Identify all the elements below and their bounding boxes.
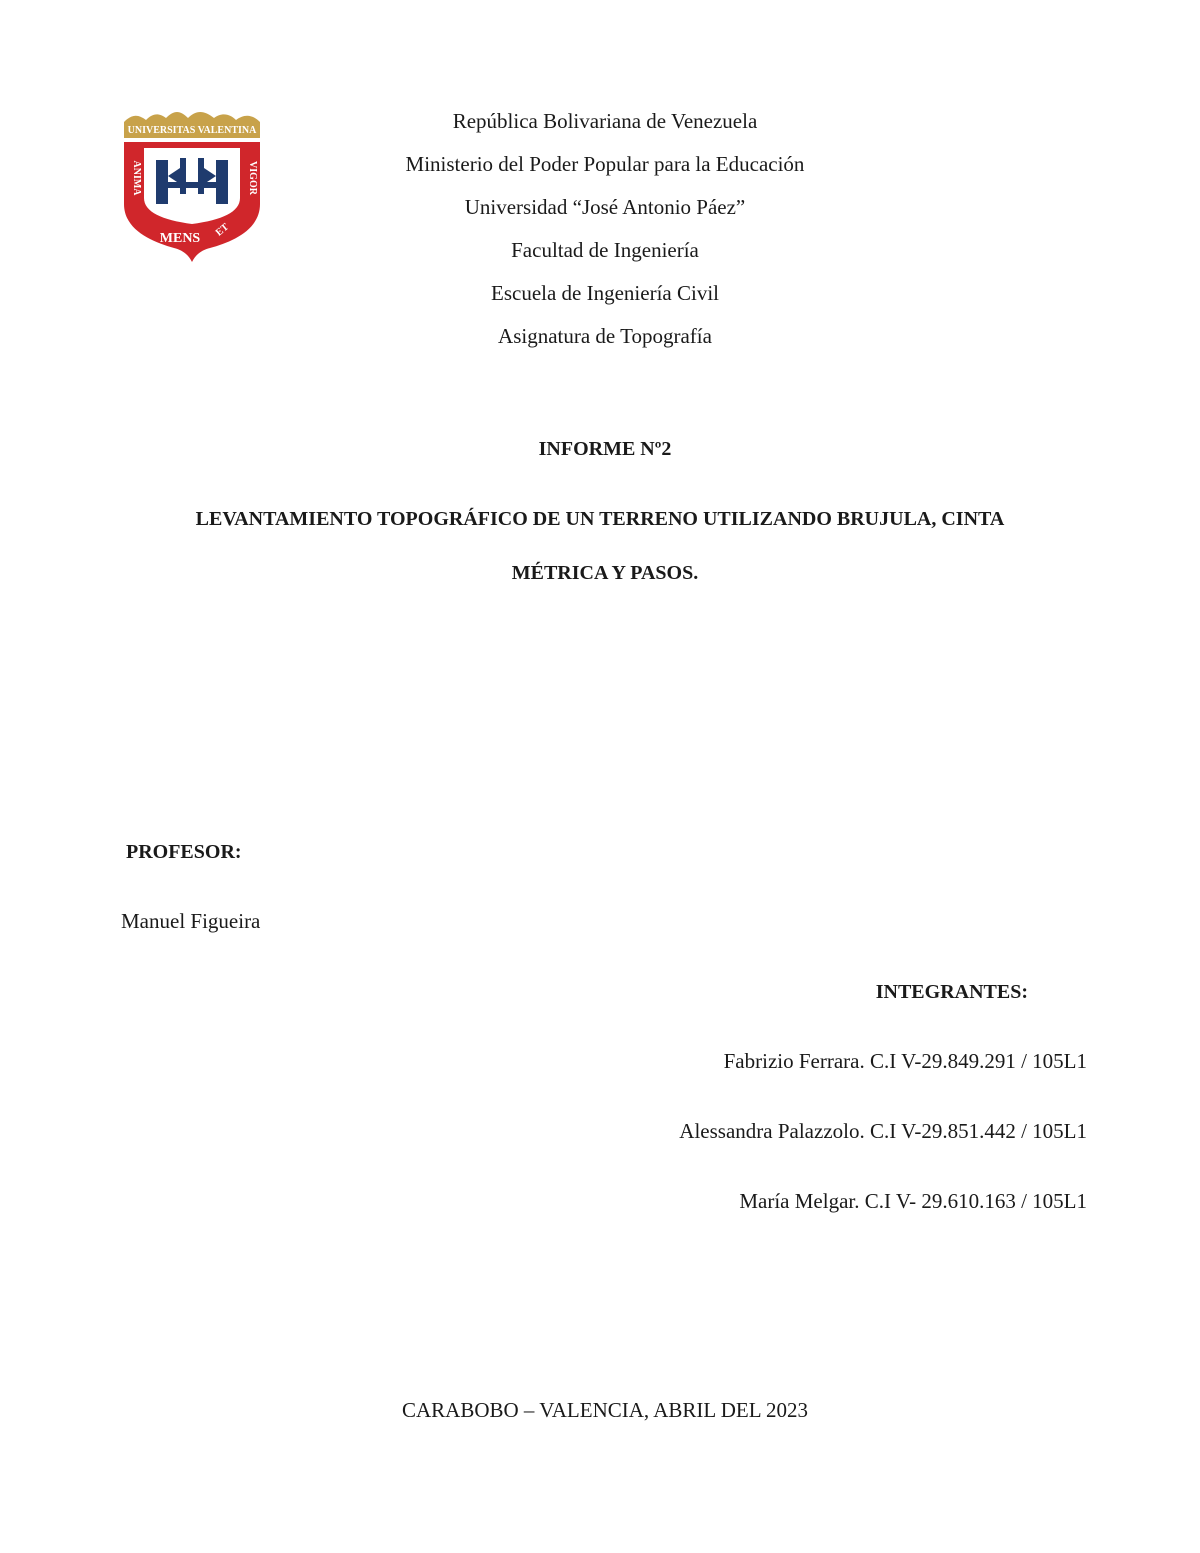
logo-emblem-bar bbox=[162, 182, 222, 188]
header-faculty: Facultad de Ingeniería bbox=[511, 238, 699, 262]
logo-right-text: VIGOR bbox=[247, 161, 258, 195]
professor-name: Manuel Figueira bbox=[121, 909, 261, 933]
logo-left-text: ANIMA bbox=[131, 160, 142, 196]
place-and-date: CARABOBO – VALENCIA, ABRIL DEL 2023 bbox=[401, 1398, 809, 1422]
logo-bottom-text: MENS bbox=[159, 231, 201, 246]
header-ministry: Ministerio del Poder Popular para la Educación bbox=[405, 152, 805, 176]
members-label: INTEGRANTES: bbox=[875, 981, 1028, 1003]
university-logo bbox=[122, 112, 262, 264]
report-number: INFORME Nº2 bbox=[538, 438, 672, 460]
member-item: Fabrizio Ferrara. C.I V-29.849.291 / 105L1 bbox=[723, 1049, 1087, 1073]
report-title-line-1: LEVANTAMIENTO TOPOGRÁFICO DE UN TERRENO UTILIZANDO BRUJULA, CINTA bbox=[195, 508, 1005, 530]
header-university: Universidad “José Antonio Páez” bbox=[464, 195, 746, 219]
logo-top-text: UNIVERSITAS VALENTINA bbox=[127, 125, 257, 136]
member-item: María Melgar. C.I V- 29.610.163 / 105L1 bbox=[739, 1189, 1087, 1213]
professor-label: PROFESOR: bbox=[126, 841, 242, 863]
header-country: República Bolivariana de Venezuela bbox=[452, 109, 758, 133]
header-subject: Asignatura de Topografía bbox=[498, 324, 712, 348]
header-school: Escuela de Ingeniería Civil bbox=[491, 281, 719, 305]
logo-et-text: ET bbox=[213, 221, 232, 239]
report-title-line-2: MÉTRICA Y PASOS. bbox=[511, 562, 699, 584]
member-item: Alessandra Palazzolo. C.I V-29.851.442 / 105L1 bbox=[679, 1119, 1087, 1143]
institution-header bbox=[300, 110, 910, 350]
